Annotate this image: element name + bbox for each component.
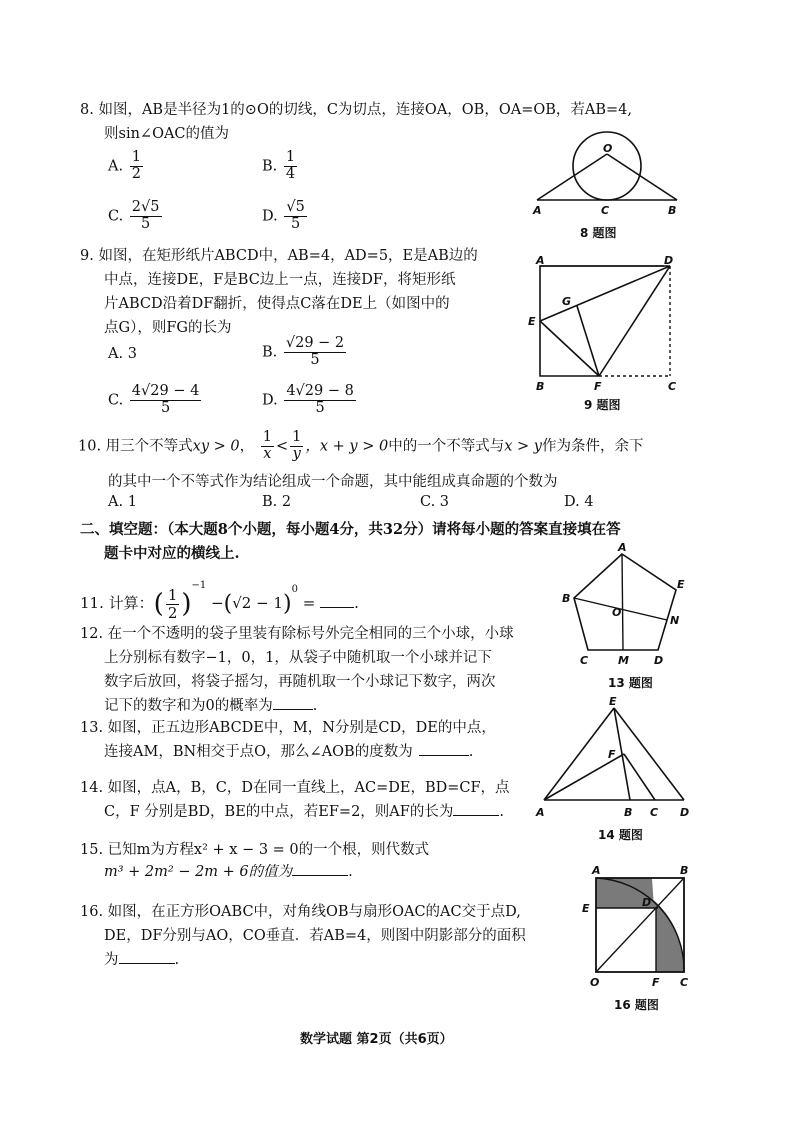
q14-caption: 14 题图: [598, 828, 643, 842]
q8-label-b: B: [668, 204, 677, 217]
q13-label-n: N: [670, 614, 680, 627]
q16-label-f: F: [652, 976, 660, 989]
q14-label-a: A: [536, 806, 545, 819]
q10-option-b: B. 2: [262, 494, 292, 510]
q14-figure: [534, 694, 694, 822]
q16-label-a: A: [592, 864, 601, 877]
q9-option-c: C. $\frac{4√29 - 4}{5}$: [108, 383, 200, 416]
q13-caption: 13 题图: [608, 676, 653, 690]
q16-figure: [582, 860, 694, 992]
q8-label-c: C: [601, 204, 610, 217]
q9-label-e: E: [528, 315, 536, 328]
q9-option-c-frac: $\frac{4√29 - 4}{5}$: [131, 383, 200, 416]
q8-line2: 则sin∠OAC的值为: [104, 126, 230, 142]
q12-line2: 上分别标有数字−1，0，1，从袋子中随机取一个小球并记下: [104, 650, 492, 666]
q9-option-b: B. $\frac{√29 - 2}{5}$: [262, 335, 345, 368]
q9-line1: 9. 如图，在矩形纸片ABCD中，AB=4，AD=5，E是AB边的: [80, 248, 478, 264]
q15-answer-blank[interactable]: [292, 861, 348, 876]
q8-label-a: A: [533, 204, 542, 217]
q9-caption: 9 题图: [584, 398, 621, 412]
q8-line1: [80, 98, 632, 122]
q12-answer-blank[interactable]: [273, 695, 313, 710]
q9-label-b: B: [536, 380, 545, 392]
q15-line2: m³ + 2m² − 2m + 6的值为 .: [104, 860, 353, 884]
q12-line4: 记下的数字和为0的概率为 .: [104, 694, 317, 718]
q11-expression: 11. 计算：( $\frac{1}{2}$ )$^{-1} -(√2 - 1)^0$ = .: [80, 580, 359, 622]
q13-line2: 连接AM，BN相交于点O，那么∠AOB的度数为 .: [104, 740, 473, 764]
q8-number: 8.: [80, 102, 94, 118]
q14-label-e: E: [609, 695, 617, 708]
q16-label-b: B: [680, 864, 689, 877]
q16-line2: DE，DF分别与AO，CO垂直．若AB=4，则图中阴影部分的面积: [104, 928, 526, 944]
q12-line1: 12. 在一个不透明的袋子里装有除标号外完全相同的三个小球，小球: [80, 626, 514, 642]
q14-line2: C，F 分别是BD，BE的中点，若EF=2，则AF的长为 .: [104, 800, 504, 824]
q9-segment-de: [540, 266, 670, 321]
q16-label-d: D: [642, 896, 652, 909]
q11-answer-blank[interactable]: [320, 593, 354, 608]
q8-segment-ob: [607, 154, 677, 200]
q14-answer-blank[interactable]: [453, 801, 499, 816]
page-footer: 数学试题 第2页（共6页）: [300, 1032, 453, 1047]
q9-figure: [524, 252, 690, 392]
q9-label-c: C: [668, 380, 677, 392]
q16-line3: 为 .: [104, 948, 179, 972]
q8-label-o: O: [603, 142, 613, 155]
q13-figure: [560, 540, 690, 666]
q8-caption: 8 题图: [580, 226, 617, 240]
q8-figure: [525, 124, 695, 220]
q16-shaded-right: [656, 904, 684, 972]
q10-frac-1y: $\frac{1}{y}$: [292, 429, 302, 462]
q16-label-c: C: [680, 976, 689, 989]
q13-label-d: D: [654, 654, 664, 666]
q10-option-d: D. 4: [564, 494, 594, 510]
q14-label-b: B: [624, 806, 633, 819]
q8-option-d-frac: $\frac{√5}{5}$: [286, 199, 305, 232]
q8-segment-oa: [537, 154, 607, 200]
q9-label-d: D: [664, 254, 674, 267]
q9-line2: 中点，连接DE，F是BC边上一点，连接DF，将矩形纸: [104, 272, 456, 288]
q14-label-c: C: [650, 806, 659, 819]
q9-option-d-frac: $\frac{4√29 - 8}{5}$: [286, 383, 354, 416]
q16-label-o: O: [590, 976, 600, 989]
q8-option-d: D. $\frac{√5}{5}$: [262, 199, 305, 232]
q10-option-a: A. 1: [108, 494, 137, 510]
q13-label-a: A: [618, 541, 627, 554]
q13-answer-blank[interactable]: [419, 741, 469, 756]
q10-line2: 的其中一个不等式作为结论组成一个命题，其中能组成真命题的个数为: [108, 474, 558, 490]
q9-line4: 点G），则FG的长为: [104, 320, 232, 336]
q13-label-m: M: [618, 654, 629, 666]
q14-line1: 14. 如图，点A，B，C，D在同一直线上，AC=DE，BD=CF，点: [80, 780, 510, 796]
q12-line3: 数字后放回，将袋子摇匀，再随机取一个小球记下数字，两次: [104, 674, 496, 690]
q13-label-b: B: [562, 592, 571, 605]
q8-option-c-frac: $\frac{2√5}{5}$: [131, 199, 160, 232]
q16-answer-blank[interactable]: [119, 949, 175, 964]
q8-option-b: B. $\frac{1}{4}$: [262, 149, 296, 182]
q15-line1: 15. 已知m为方程x² + x − 3 = 0的一个根，则代数式: [80, 842, 430, 858]
q13-segment-am: [622, 554, 623, 650]
q13-label-o: O: [612, 606, 622, 619]
q10-option-c: C. 3: [420, 494, 450, 510]
q16-label-e: E: [582, 902, 590, 915]
q13-label-e: E: [677, 578, 685, 591]
q9-label-f: F: [594, 380, 602, 392]
q8-option-c: C. $\frac{2√5}{5}$: [108, 199, 160, 232]
q9-label-a: A: [536, 254, 545, 267]
q9-rect-abcd: [540, 266, 664, 376]
q9-line3: 片ABCD沿着DF翻折，使得点C落在DE上（如图中的: [104, 296, 450, 312]
section2-line1: 二、填空题：（本大题8个小题，每小题4分，共32分）请将每小题的答案直接填在答: [80, 521, 621, 538]
q13-line1: 13. 如图，正五边形ABCDE中，M，N分别是CD，DE的中点，: [80, 720, 496, 736]
q16-caption: 16 题图: [614, 998, 659, 1012]
q8-option-a-frac: $\frac{1}{2}$: [131, 149, 141, 182]
q11-frac: $\frac{1}{2}$: [167, 586, 178, 622]
q14-label-d: D: [680, 806, 690, 819]
q9-option-b-frac: $\frac{√29 - 2}{5}$: [285, 335, 345, 368]
q10-line1: 10. 用三个不等式xy > 0， $\frac{1}{x}$ < $\frac{1}{y}$ ，x + y > 0中的一个不等式与x > y作为条件，余下: [78, 429, 644, 462]
q16-line1: 16. 如图，在正方形OABC中，对角线OB与扇形OAC的AC交于点D,: [80, 904, 521, 920]
q14-label-f: F: [608, 748, 616, 761]
q9-label-g: G: [562, 295, 572, 308]
section2-line2: 题卡中对应的横线上.: [104, 545, 240, 562]
q14-segment-eb: [614, 708, 630, 800]
q10-frac-1x: $\frac{1}{x}$: [262, 429, 272, 462]
q9-option-d: D. $\frac{4√29 - 8}{5}$: [262, 383, 354, 416]
q9-segment-df: [599, 266, 670, 376]
q8-option-b-frac: $\frac{1}{4}$: [285, 149, 296, 182]
q13-label-c: C: [580, 654, 589, 666]
q14-segment-ae: [544, 708, 614, 800]
q8-text-line1: 如图，AB是半径为1的⊙O的切线，C为切点，连接OA，OB，OA=OB，若AB=4,: [98, 102, 632, 118]
q8-option-a: A. $\frac{1}{2}$: [108, 149, 141, 182]
q9-option-a: A. 3: [108, 346, 137, 362]
